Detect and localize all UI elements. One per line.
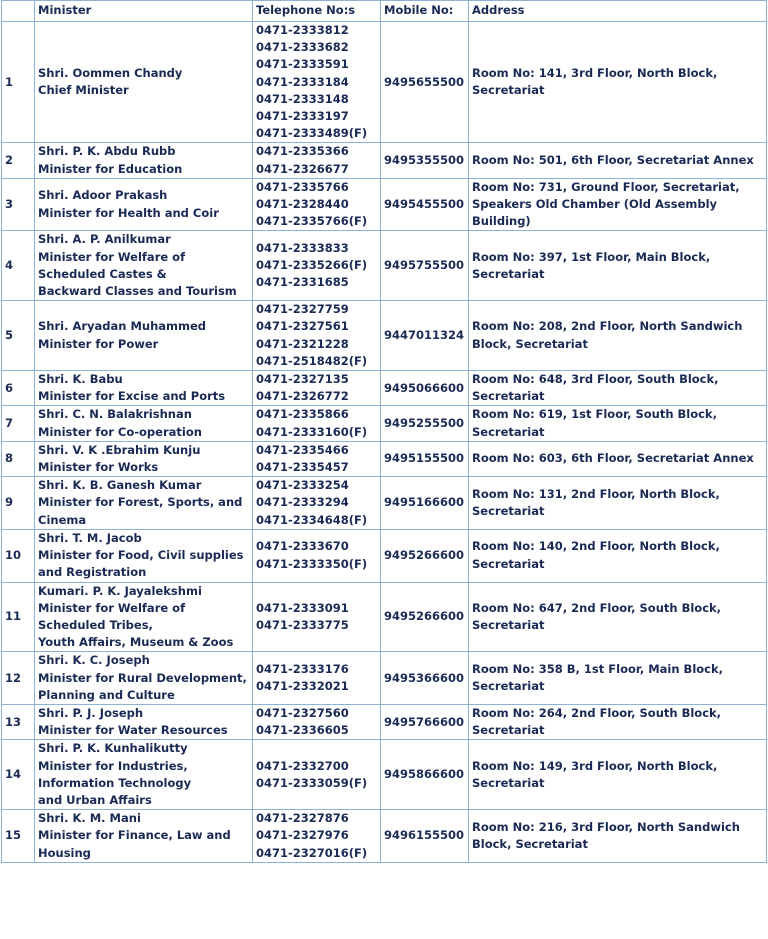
- telephone-cell: [253, 652, 381, 705]
- minister-portfolio: Minister for Industries,: [38, 758, 188, 773]
- telephone-number: 0471-2321228: [256, 336, 349, 351]
- telephone-cell: [253, 371, 381, 406]
- table-header: [2, 1, 767, 22]
- minister-portfolio: Minister for Co-operation: [38, 424, 202, 439]
- header-no: [2, 1, 35, 22]
- mobile-number: 9495455500: [381, 178, 469, 231]
- minister-cell: [35, 740, 253, 810]
- minister-portfolio: Scheduled Tribes,: [38, 617, 153, 632]
- row-number: 9: [2, 477, 35, 530]
- address-cell: [469, 231, 767, 301]
- telephone-number: 0471-2333176: [256, 661, 349, 676]
- telephone-number: 0471-2333059(F): [256, 775, 368, 790]
- address-text: Room No: 619, 1st Floor, South Block, Secretariat: [472, 407, 717, 439]
- minister-cell: [35, 652, 253, 705]
- minister-portfolio: Minister for Food, Civil supplies: [38, 548, 244, 563]
- telephone-number: 0471-2328440: [256, 197, 349, 212]
- telephone-cell: [253, 582, 381, 652]
- address-cell: [469, 529, 767, 582]
- telephone-cell: [253, 529, 381, 582]
- minister-portfolio: Minister for Health and Coir: [38, 205, 219, 220]
- minister-cell: [35, 810, 253, 863]
- telephone-number: 0471-2333294: [256, 495, 349, 510]
- telephone-number: 0471-2327135: [256, 372, 349, 387]
- minister-cell: [35, 477, 253, 530]
- telephone-cell: [253, 231, 381, 301]
- telephone-cell: [253, 143, 381, 178]
- telephone-number: 0471-2333682: [256, 40, 349, 55]
- minister-cell: [35, 582, 253, 652]
- table-row: [2, 810, 767, 863]
- address-text: Room No: 358 B, 1st Floor, Main Block, Secretariat: [472, 661, 723, 694]
- mobile-number: 9447011324: [381, 301, 469, 371]
- table-body: [2, 22, 767, 863]
- minister-portfolio: and Registration: [38, 565, 147, 580]
- ministers-table: [1, 0, 767, 863]
- telephone-number: 0471-2336605: [256, 723, 349, 738]
- telephone-cell: [253, 406, 381, 441]
- header-address: Address: [469, 1, 767, 22]
- minister-name: Shri. K. B. Ganesh Kumar: [38, 478, 202, 493]
- address-cell: [469, 371, 767, 406]
- minister-portfolio: Backward Classes and Tourism: [38, 284, 237, 299]
- mobile-number: 9495366600: [381, 652, 469, 705]
- telephone-number: 0471-2332021: [256, 679, 349, 694]
- mobile-number: 9495866600: [381, 740, 469, 810]
- table-row: [2, 406, 767, 441]
- address-text: Room No: 648, 3rd Floor, South Block, Secretariat: [472, 372, 719, 404]
- address-cell: [469, 740, 767, 810]
- minister-portfolio: Information Technology: [38, 775, 192, 790]
- mobile-number: 9496155500: [381, 810, 469, 863]
- minister-portfolio: Minister for Water Resources: [38, 723, 228, 738]
- minister-name: Kumari. P. K. Jayalekshmi: [38, 583, 202, 598]
- telephone-number: 0471-2332700: [256, 758, 349, 773]
- mobile-number: 9495766600: [381, 704, 469, 739]
- address-cell: [469, 704, 767, 739]
- telephone-number: 0471-2326677: [256, 161, 349, 176]
- minister-name: Shri. C. N. Balakrishnan: [38, 407, 192, 422]
- row-number: 13: [2, 704, 35, 739]
- row-number: 5: [2, 301, 35, 371]
- telephone-number: 0471-2333591: [256, 57, 349, 72]
- minister-name: Shri. K. M. Mani: [38, 811, 141, 826]
- mobile-number: 9495066600: [381, 371, 469, 406]
- address-cell: [469, 22, 767, 143]
- minister-cell: [35, 529, 253, 582]
- telephone-number: 0471-2335457: [256, 460, 349, 475]
- minister-portfolio: Minister for Welfare of: [38, 249, 186, 264]
- telephone-number: 0471-2333775: [256, 617, 349, 632]
- row-number: 1: [2, 22, 35, 143]
- address-cell: [469, 441, 767, 476]
- telephone-number: 0471-2333350(F): [256, 556, 368, 571]
- telephone-number: 0471-2333148: [256, 91, 349, 106]
- row-number: 8: [2, 441, 35, 476]
- minister-portfolio: Chief Minister: [38, 83, 129, 98]
- telephone-cell: [253, 22, 381, 143]
- minister-name: Shri. K. C. Joseph: [38, 653, 150, 668]
- telephone-number: 0471-2333254: [256, 478, 349, 493]
- mobile-number: 9495255500: [381, 406, 469, 441]
- minister-name: Shri. V. K .Ebrahim Kunju: [38, 442, 201, 457]
- address-text: Room No: 141, 3rd Floor, North Block, Secretariat: [472, 66, 718, 98]
- minister-cell: [35, 441, 253, 476]
- table-row: [2, 301, 767, 371]
- row-number: 3: [2, 178, 35, 231]
- mobile-number: 9495266600: [381, 529, 469, 582]
- minister-portfolio: Cinema: [38, 512, 87, 527]
- table-row: [2, 652, 767, 705]
- minister-portfolio: and Urban Affairs: [38, 792, 152, 807]
- minister-portfolio: Scheduled Castes &: [38, 266, 167, 281]
- minister-cell: [35, 231, 253, 301]
- telephone-number: 0471-2326772: [256, 389, 349, 404]
- table-row: [2, 22, 767, 143]
- minister-portfolio: Minister for Rural Development,: [38, 670, 247, 685]
- minister-portfolio: Minister for Forest, Sports, and: [38, 495, 243, 510]
- row-number: 7: [2, 406, 35, 441]
- header-minister: Minister: [35, 1, 253, 22]
- minister-cell: [35, 143, 253, 178]
- minister-cell: [35, 22, 253, 143]
- minister-name: Shri. T. M. Jacob: [38, 530, 142, 545]
- minister-cell: [35, 406, 253, 441]
- telephone-number: 0471-2333812: [256, 23, 349, 37]
- table-row: [2, 441, 767, 476]
- minister-name: Shri. P. K. Kunhalikutty: [38, 741, 188, 756]
- mobile-number: 9495655500: [381, 22, 469, 143]
- telephone-number: 0471-2327560: [256, 705, 349, 720]
- minister-portfolio: Minister for Excise and Ports: [38, 389, 226, 404]
- minister-name: Shri. P. K. Abdu Rubb: [38, 144, 176, 159]
- telephone-number: 0471-2333091: [256, 600, 349, 615]
- row-number: 6: [2, 371, 35, 406]
- header-mobile: Mobile No:: [381, 1, 469, 22]
- address-text: Room No: 397, 1st Floor, Main Block, Secretariat: [472, 249, 711, 281]
- minister-portfolio: Housing: [38, 845, 91, 860]
- minister-portfolio: Minister for Power: [38, 336, 159, 351]
- minister-portfolio: Minister for Works: [38, 460, 159, 475]
- row-number: 14: [2, 740, 35, 810]
- address-cell: [469, 582, 767, 652]
- address-cell: [469, 810, 767, 863]
- telephone-number: 0471-2333160(F): [256, 424, 368, 439]
- address-cell: [469, 406, 767, 441]
- row-number: 4: [2, 231, 35, 301]
- address-text: Room No: 647, 2nd Floor, South Block, Secretariat: [472, 600, 722, 632]
- telephone-cell: [253, 301, 381, 371]
- minister-name: Shri. Aryadan Muhammed: [38, 319, 207, 334]
- telephone-number: 0471-2335766(F): [256, 214, 368, 229]
- row-number: 11: [2, 582, 35, 652]
- minister-name: Shri. K. Babu: [38, 372, 123, 387]
- minister-portfolio: Minister for Education: [38, 161, 183, 176]
- table-row: [2, 231, 767, 301]
- telephone-number: 0471-2327561: [256, 319, 349, 334]
- row-number: 10: [2, 529, 35, 582]
- minister-portfolio: Planning and Culture: [38, 687, 175, 702]
- telephone-number: 0471-2327976: [256, 828, 349, 843]
- mobile-number: 9495266600: [381, 582, 469, 652]
- table-row: [2, 529, 767, 582]
- telephone-number: 0471-2331685: [256, 275, 349, 290]
- table-row: [2, 371, 767, 406]
- telephone-number: 0471-2327876: [256, 811, 349, 826]
- header-telephone: Telephone No:s: [253, 1, 381, 22]
- telephone-cell: [253, 810, 381, 863]
- address-cell: [469, 143, 767, 178]
- telephone-number: 0471-2335466: [256, 442, 349, 457]
- address-text: Room No: 216, 3rd Floor, North Sandwich Block, Secretariat: [472, 819, 740, 851]
- minister-name: Shri. Oommen Chandy: [38, 66, 183, 80]
- header-row: [2, 1, 767, 22]
- mobile-number: 9495155500: [381, 441, 469, 476]
- telephone-number: 0471-2333489(F): [256, 126, 368, 141]
- telephone-number: 0471-2335866: [256, 407, 349, 422]
- telephone-number: 0471-2335366: [256, 144, 349, 159]
- telephone-cell: [253, 740, 381, 810]
- table-row: [2, 740, 767, 810]
- table-row: [2, 143, 767, 178]
- address-text: Room No: 264, 2nd Floor, South Block, Secretariat: [472, 705, 722, 738]
- row-number: 15: [2, 810, 35, 863]
- telephone-number: 0471-2333197: [256, 109, 349, 124]
- minister-portfolio: Minister for Welfare of: [38, 600, 186, 615]
- row-number: 2: [2, 143, 35, 178]
- minister-cell: [35, 704, 253, 739]
- minister-portfolio: Youth Affairs, Museum & Zoos: [38, 635, 234, 650]
- address-cell: [469, 301, 767, 371]
- telephone-number: 0471-2518482(F): [256, 353, 368, 368]
- table-row: [2, 178, 767, 231]
- telephone-number: 0471-2335766: [256, 179, 349, 194]
- mobile-number: 9495755500: [381, 231, 469, 301]
- table-row: [2, 582, 767, 652]
- minister-name: Shri. Adoor Prakash: [38, 188, 168, 203]
- telephone-number: 0471-2334648(F): [256, 512, 368, 527]
- telephone-number: 0471-2327016(F): [256, 845, 368, 860]
- minister-cell: [35, 301, 253, 371]
- address-text: Room No: 131, 2nd Floor, North Block, Secretariat: [472, 486, 720, 519]
- minister-name: Shri. P. J. Joseph: [38, 705, 144, 720]
- minister-portfolio: Minister for Finance, Law and: [38, 828, 231, 843]
- telephone-cell: [253, 441, 381, 476]
- minister-name: Shri. A. P. Anilkumar: [38, 232, 171, 247]
- address-text: Room No: 731, Ground Floor, Secretariat, Speakers Old Chamber (Old Assembly Building): [472, 179, 740, 229]
- address-text: Room No: 149, 3rd Floor, North Block, Secretariat: [472, 758, 718, 790]
- telephone-number: 0471-2327759: [256, 302, 349, 317]
- table-row: [2, 477, 767, 530]
- address-text: Room No: 140, 2nd Floor, North Block, Secretariat: [472, 539, 720, 571]
- address-text: Room No: 603, 6th Floor, Secretariat Annex: [472, 451, 754, 466]
- address-cell: [469, 477, 767, 530]
- telephone-cell: [253, 178, 381, 231]
- address-cell: [469, 178, 767, 231]
- mobile-number: 9495166600: [381, 477, 469, 530]
- row-number: 12: [2, 652, 35, 705]
- telephone-number: 0471-2333833: [256, 241, 349, 256]
- address-text: Room No: 501, 6th Floor, Secretariat Annex: [472, 153, 754, 168]
- minister-cell: [35, 371, 253, 406]
- telephone-number: 0471-2333184: [256, 74, 349, 89]
- mobile-number: 9495355500: [381, 143, 469, 178]
- telephone-cell: [253, 704, 381, 739]
- table-row: [2, 704, 767, 739]
- minister-cell: [35, 178, 253, 231]
- telephone-number: 0471-2335266(F): [256, 258, 368, 273]
- telephone-number: 0471-2333670: [256, 539, 349, 554]
- address-cell: [469, 652, 767, 705]
- address-text: Room No: 208, 2nd Floor, North Sandwich Block, Secretariat: [472, 319, 743, 351]
- telephone-cell: [253, 477, 381, 530]
